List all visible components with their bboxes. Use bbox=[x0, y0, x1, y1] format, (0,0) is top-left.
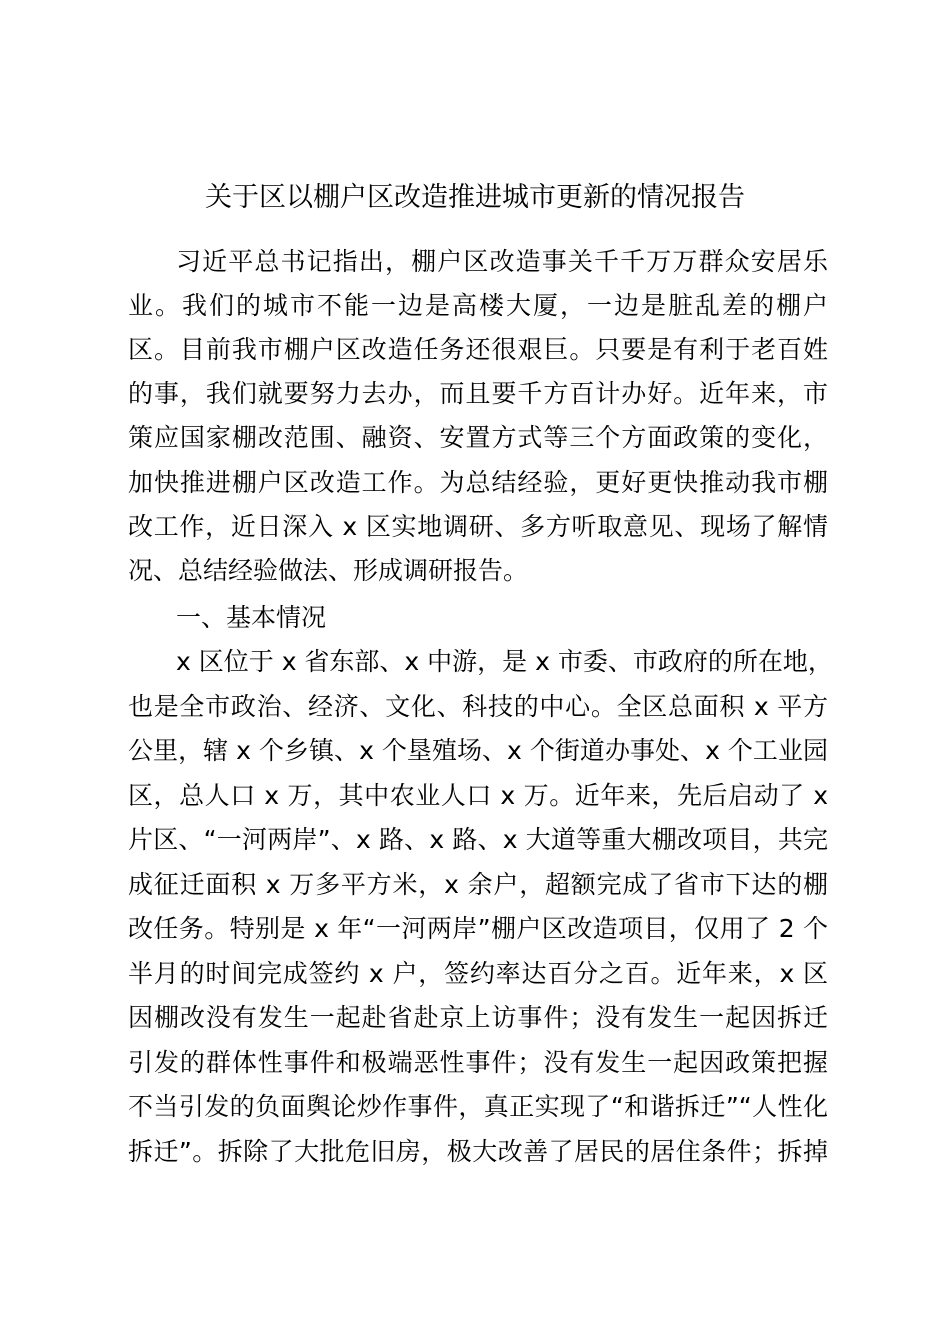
document-title: 关于区以棚户区改造推进城市更新的情况报告 bbox=[205, 182, 745, 213]
paragraph-line: 也是全市政治、经济、文化、科技的中心。全区总面积 x 平方 bbox=[128, 692, 828, 721]
paragraph-line: 改任务。特别是 x 年“一河两岸”棚户区改造项目，仅用了 2 个 bbox=[128, 914, 828, 943]
paragraph-line: 策应国家棚改范围、融资、安置方式等三个方面政策的变化， bbox=[128, 423, 828, 452]
paragraph-line: 区，总人口 x 万，其中农业人口 x 万。近年来，先后启动了 x bbox=[128, 781, 828, 810]
paragraph-line: 况、总结经验做法、形成调研报告。 bbox=[128, 556, 529, 585]
paragraph-line: 公里，辖 x 个乡镇、x 个垦殖场、x 个街道办事处、x 个工业园 bbox=[128, 736, 828, 765]
paragraph-line: 成征迁面积 x 万多平方米，x 余户，超额完成了省市下达的棚 bbox=[128, 870, 828, 899]
paragraph-line: 习近平总书记指出，棚户区改造事关千千万万群众安居乐 bbox=[176, 247, 828, 276]
paragraph-line: 业。我们的城市不能一边是高楼大厦，一边是脏乱差的棚户 bbox=[128, 291, 828, 320]
paragraph-line: 不当引发的负面舆论炒作事件，真正实现了“和谐拆迁”“人性化 bbox=[128, 1092, 828, 1121]
paragraph-line: 加快推进棚户区改造工作。为总结经验，更好更快推动我市棚 bbox=[128, 468, 828, 497]
paragraph-line: 片区、“一河两岸”、x 路、x 路、x 大道等重大棚改项目，共完 bbox=[128, 825, 828, 854]
paragraph-line: 引发的群体性事件和极端恶性事件；没有发生一起因政策把握 bbox=[128, 1048, 828, 1077]
paragraph-line: 因棚改没有发生一起赴省赴京上访事件；没有发生一起因拆迁 bbox=[128, 1003, 828, 1032]
paragraph-line: 半月的时间完成签约 x 户，签约率达百分之百。近年来，x 区 bbox=[128, 959, 828, 988]
paragraph-line: 拆迁”。拆除了大批危旧房，极大改善了居民的居住条件；拆掉 bbox=[128, 1137, 828, 1166]
paragraph-line: 改工作，近日深入 x 区实地调研、多方听取意见、现场了解情 bbox=[128, 512, 828, 541]
section-heading: 一、基本情况 bbox=[176, 603, 327, 632]
paragraph-line: 的事，我们就要努力去办，而且要千方百计办好。近年来，市 bbox=[128, 379, 828, 408]
paragraph-line: x 区位于 x 省东部、x 中游，是 x 市委、市政府的所在地， bbox=[176, 647, 833, 676]
paragraph-line: 区。目前我市棚户区改造任务还很艰巨。只要是有利于老百姓 bbox=[128, 335, 828, 364]
